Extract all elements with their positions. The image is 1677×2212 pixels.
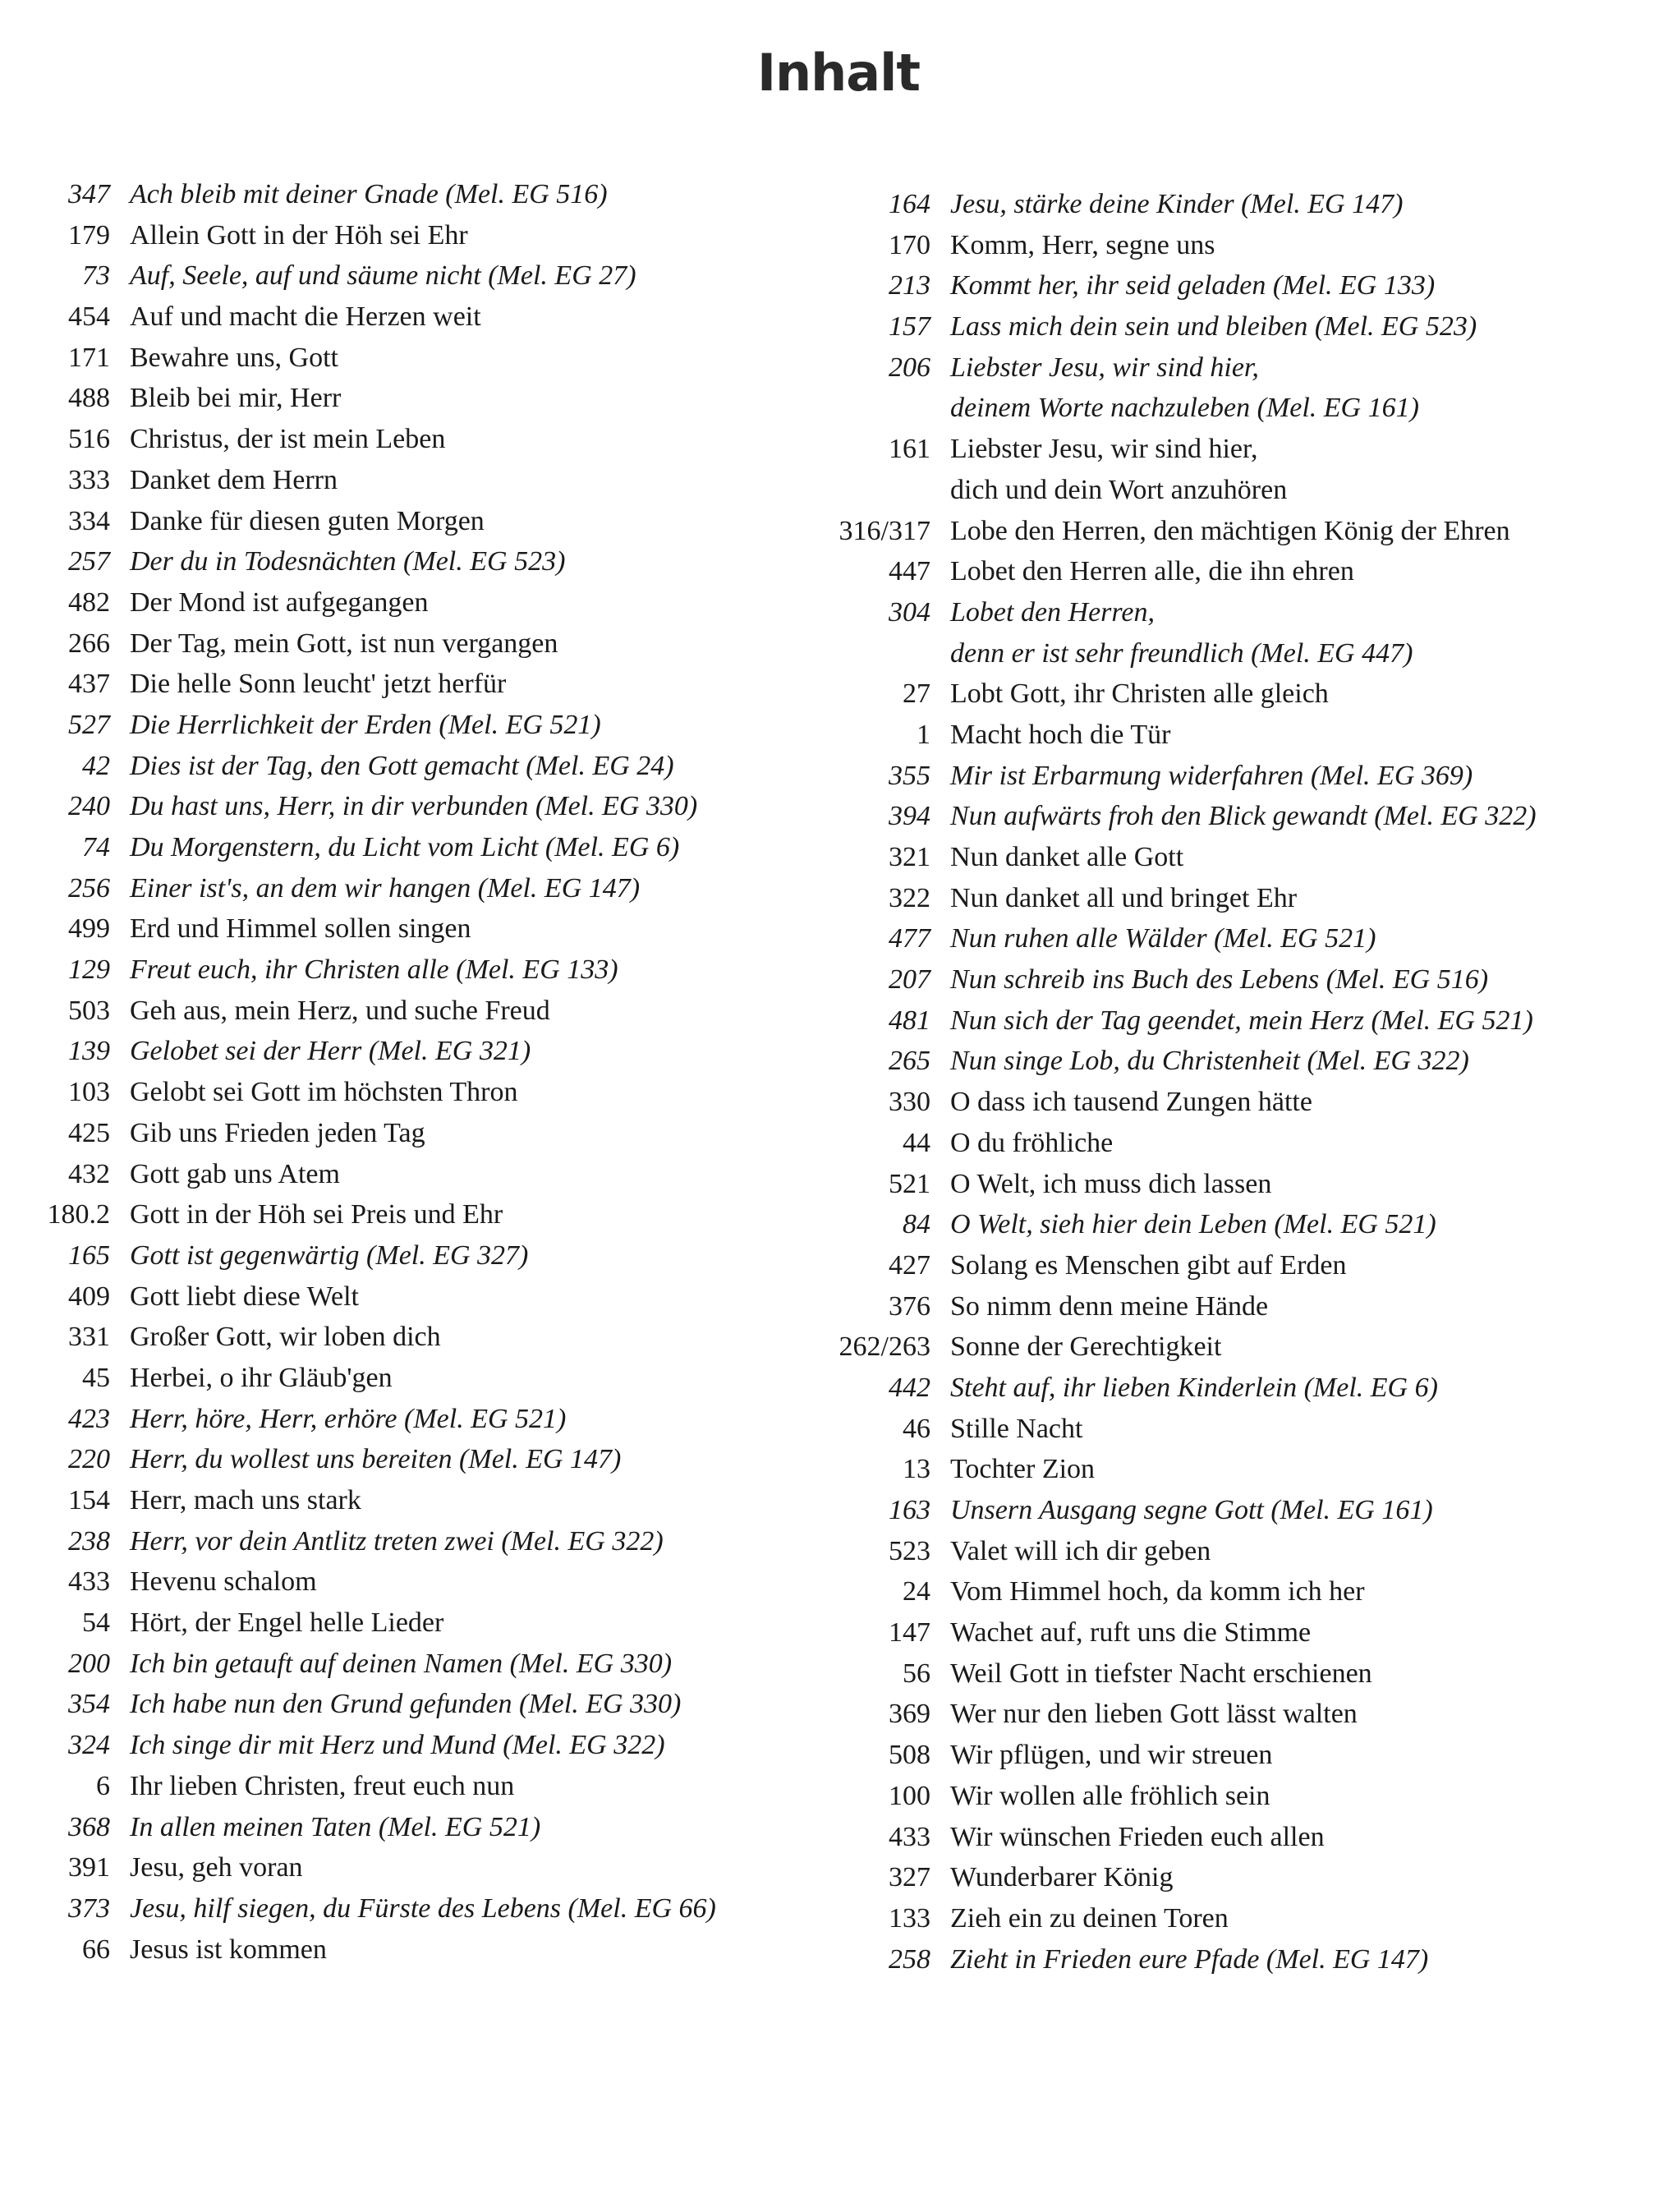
index-entry	[821, 1123, 1537, 1164]
hymn-title: Der du in Todesnächten (Mel. EG 523)	[130, 546, 566, 577]
index-entry	[33, 705, 716, 746]
hymn-number	[821, 388, 930, 429]
hymn-title: Wer nur den lieben Gott lässt walten	[950, 1699, 1358, 1730]
hymn-number: 376	[889, 1290, 930, 1322]
hymn-title: Dies ist der Tag, den Gott gemacht (Mel. EG 24)	[130, 750, 674, 781]
hymn-number: 54	[82, 1607, 110, 1639]
hymn-title: Zieht in Frieden eure Pfade (Mel. EG 147)	[950, 1943, 1429, 1975]
index-entry	[821, 1041, 1537, 1082]
hymn-title: Die helle Sonn leucht' jetzt herfür	[130, 669, 507, 700]
hymn-title: Liebster Jesu, wir sind hier,	[950, 434, 1258, 465]
hymn-title: Wunderbarer König	[950, 1862, 1174, 1893]
hymn-number: 180.2	[47, 1199, 110, 1230]
index-entry	[821, 347, 1537, 389]
index-entry	[821, 1204, 1537, 1245]
index-entry	[821, 1939, 1537, 1980]
index-entry	[821, 756, 1537, 797]
hymn-title: Der Mond ist aufgegangen	[130, 586, 429, 618]
hymn-number: 240	[68, 791, 110, 822]
hymn-title: Wachet auf, ruft uns die Stimme	[950, 1617, 1312, 1649]
index-entry	[33, 746, 716, 787]
hymn-number: 355	[889, 760, 930, 791]
hymn-number: 324	[68, 1730, 110, 1761]
hymn-title: Großer Gott, wir loben dich	[130, 1322, 441, 1353]
hymn-number: 521	[889, 1168, 930, 1199]
hymn-number: 1	[917, 719, 930, 750]
index-entry	[33, 501, 716, 542]
index-entry	[33, 1072, 716, 1113]
hymn-title: Nun danket all und bringet Ehr	[950, 882, 1298, 913]
hymn-title: Wir wünschen Frieden euch allen	[950, 1821, 1325, 1852]
index-entry	[33, 1561, 716, 1603]
hymn-number: 327	[889, 1862, 930, 1893]
hymn-title: Herr, höre, Herr, erhöre (Mel. EG 521)	[130, 1403, 567, 1434]
hymn-number: 394	[889, 801, 930, 832]
index-entry	[821, 1694, 1537, 1735]
index-entry	[821, 225, 1537, 266]
hymn-title: Herr, du wollest uns bereiten (Mel. EG 147)	[130, 1444, 622, 1475]
hymn-number: 164	[889, 189, 930, 219]
index-entry	[33, 1644, 716, 1685]
hymn-title: Nun singe Lob, du Christenheit (Mel. EG 322)	[950, 1046, 1469, 1077]
index-entry	[33, 1439, 716, 1480]
hymn-title: Hevenu schalom	[130, 1566, 317, 1598]
index-entry	[821, 1817, 1537, 1858]
hymn-title: Danke für diesen guten Morgen	[130, 505, 485, 536]
hymn-number: 369	[889, 1699, 930, 1730]
hymn-title: Nun schreib ins Buch des Lebens (Mel. EG 516)	[950, 964, 1489, 996]
index-entry	[33, 1399, 716, 1440]
hymn-title: Liebster Jesu, wir sind hier,	[950, 352, 1259, 383]
index-entry	[821, 796, 1537, 837]
index-entry	[33, 1521, 716, 1562]
hymn-title: Lobet den Herren alle, die ihn ehren	[950, 556, 1354, 587]
hymn-title: Vom Himmel hoch, da komm ich her	[950, 1576, 1365, 1607]
hymn-title: Der Tag, mein Gott, ist nun vergangen	[130, 628, 558, 659]
hymn-number: 266	[68, 628, 110, 659]
index-entry	[821, 674, 1537, 715]
index-entry	[821, 1327, 1537, 1368]
index-entry	[33, 582, 716, 623]
index-entry	[33, 1113, 716, 1154]
hymn-number: 171	[68, 342, 110, 373]
hymn-number: 481	[889, 1005, 930, 1036]
hymn-title: denn er ist sehr freundlich (Mel. EG 447)	[950, 637, 1413, 669]
hymn-title: deinem Worte nachzuleben (Mel. EG 161)	[950, 393, 1419, 424]
index-entry	[821, 306, 1537, 347]
index-entry	[821, 1571, 1537, 1612]
index-entry	[821, 1612, 1537, 1653]
hymn-title: Gott ist gegenwärtig (Mel. EG 327)	[130, 1239, 529, 1271]
hymn-number: 527	[68, 709, 110, 740]
hymn-title: Herr, vor dein Antlitz treten zwei (Mel. EG 322)	[130, 1525, 664, 1557]
index-entry	[33, 1888, 716, 1929]
hymn-number: 523	[889, 1535, 930, 1566]
hymn-number: 206	[889, 352, 930, 383]
hymn-number: 258	[889, 1943, 930, 1975]
hymn-number: 499	[68, 913, 110, 945]
hymn-title: Ich singe dir mit Herz und Mund (Mel. EG 322)	[130, 1730, 665, 1761]
hymn-title: Geh aus, mein Herz, und suche Freud	[130, 995, 550, 1026]
hymn-title: Lobe den Herren, den mächtigen König der Ehren	[950, 515, 1510, 546]
hymn-number: 437	[68, 669, 110, 700]
index-entry	[33, 1235, 716, 1276]
hymn-number: 45	[82, 1362, 110, 1393]
hymn-number	[821, 633, 930, 674]
hymn-title: Jesus ist kommen	[130, 1934, 327, 1965]
index-entry	[33, 1603, 716, 1644]
index-entry	[821, 1776, 1537, 1817]
index-entry-continuation	[821, 388, 1537, 429]
hymn-number: 103	[68, 1077, 110, 1108]
hymn-number: 265	[889, 1046, 930, 1077]
hymn-number: 482	[68, 586, 110, 618]
hymn-number: 427	[889, 1249, 930, 1281]
hymn-title: Mir ist Erbarmung widerfahren (Mel. EG 369)	[950, 760, 1473, 791]
index-entry	[33, 950, 716, 991]
index-entry	[821, 918, 1537, 959]
index-entry	[821, 1490, 1537, 1531]
hymn-title: Ich habe nun den Grund gefunden (Mel. EG 330)	[130, 1689, 682, 1720]
hymn-number: 179	[68, 219, 110, 251]
hymn-title: Nun sich der Tag geendet, mein Herz (Mel. EG 521)	[950, 1005, 1533, 1036]
hymn-number: 133	[889, 1902, 930, 1934]
index-entry	[33, 868, 716, 909]
hymn-title: Solang es Menschen gibt auf Erden	[950, 1249, 1347, 1281]
index-entry	[33, 1317, 716, 1358]
hymn-number: 100	[889, 1780, 930, 1811]
hymn-number: 331	[68, 1322, 110, 1353]
hymn-number: 147	[889, 1617, 930, 1649]
index-entry	[33, 1725, 716, 1766]
hymn-number: 347	[68, 179, 110, 209]
index-entry	[33, 1194, 716, 1235]
hymn-title: O du fröhliche	[950, 1127, 1114, 1158]
hymn-number: 433	[68, 1566, 110, 1598]
page-title: Inhalt	[756, 43, 921, 103]
hymn-title: Gib uns Frieden jeden Tag	[130, 1117, 425, 1148]
hymn-title: Valet will ich dir geben	[950, 1535, 1211, 1566]
hymn-number: 73	[82, 260, 110, 292]
index-entry	[821, 1857, 1537, 1898]
hymn-title: Nun danket alle Gott	[950, 842, 1184, 872]
hymn-title: Gelobet sei der Herr (Mel. EG 321)	[130, 1036, 531, 1067]
index-entry-continuation	[821, 470, 1537, 511]
hymn-title: Unsern Ausgang segne Gott (Mel. EG 161)	[950, 1495, 1433, 1525]
index-entry	[821, 1449, 1537, 1490]
hymn-title: Komm, Herr, segne uns	[950, 229, 1215, 260]
index-entry	[821, 1898, 1537, 1939]
hymn-number: 44	[903, 1127, 930, 1158]
hymn-title: Jesu, stärke deine Kinder (Mel. EG 147)	[950, 189, 1404, 219]
index-entry	[33, 541, 716, 582]
hymn-title: Stille Nacht	[950, 1413, 1083, 1444]
hymn-number: 24	[903, 1576, 930, 1607]
index-entry	[33, 1154, 716, 1195]
hymn-number: 488	[68, 383, 110, 414]
hymn-number: 425	[68, 1117, 110, 1148]
hymn-number: 391	[68, 1852, 110, 1883]
hymn-number: 477	[889, 923, 930, 954]
hymn-title: Wir pflügen, und wir streuen	[950, 1740, 1273, 1771]
hymn-title: Gott in der Höh sei Preis und Ehr	[130, 1199, 503, 1230]
index-entry	[33, 255, 716, 297]
index-entry	[33, 1766, 716, 1807]
hymn-number: 454	[68, 301, 110, 333]
hymn-number: 66	[82, 1934, 110, 1965]
hymn-title: Hört, der Engel helle Lieder	[130, 1607, 444, 1639]
hymn-title: Christus, der ist mein Leben	[130, 424, 446, 455]
index-entry	[33, 297, 716, 338]
index-entry	[33, 908, 716, 950]
hymn-title: Danket dem Herrn	[130, 464, 338, 495]
hymn-title: Freut euch, ihr Christen alle (Mel. EG 133)	[130, 954, 618, 986]
index-entry	[33, 991, 716, 1032]
index-entry	[821, 959, 1537, 1000]
hymn-title: Nun ruhen alle Wälder (Mel. EG 521)	[950, 923, 1376, 954]
index-entry	[33, 215, 716, 256]
index-entry	[821, 1531, 1537, 1572]
hymn-title: In allen meinen Taten (Mel. EG 521)	[130, 1811, 541, 1842]
index-entry	[821, 715, 1537, 756]
index-entry	[33, 1929, 716, 1971]
index-entry	[821, 511, 1537, 552]
hymn-title: Bleib bei mir, Herr	[130, 383, 342, 414]
hymn-number: 56	[903, 1658, 930, 1689]
index-entry	[33, 623, 716, 665]
hymn-number: 154	[68, 1485, 110, 1515]
index-entry	[33, 338, 716, 379]
index-entry	[821, 429, 1537, 470]
index-entry	[821, 1082, 1537, 1123]
hymn-number: 256	[68, 872, 110, 904]
hymn-number: 170	[889, 229, 930, 260]
hymn-title: Du Morgenstern, du Licht vom Licht (Mel. EG 6)	[130, 832, 680, 862]
index-entry	[33, 786, 716, 827]
hymn-number: 354	[68, 1689, 110, 1720]
hymn-title: So nimm denn meine Hände	[950, 1290, 1269, 1322]
hymn-number: 157	[889, 311, 930, 343]
index-entry	[33, 1807, 716, 1848]
hymn-number: 84	[903, 1209, 930, 1240]
hymn-number: 304	[889, 596, 930, 628]
hymn-title: Herbei, o ihr Gläub'gen	[130, 1362, 393, 1393]
hymn-title: Die Herrlichkeit der Erden (Mel. EG 521)	[130, 709, 601, 740]
index-entry	[821, 1245, 1537, 1286]
hymn-title: Herr, mach uns stark	[130, 1485, 361, 1515]
hymn-number: 213	[889, 270, 930, 301]
hymn-number: 200	[68, 1648, 110, 1679]
hymn-number: 322	[889, 882, 930, 913]
hymn-number: 409	[68, 1281, 110, 1312]
hymn-number: 238	[68, 1525, 110, 1557]
index-entry	[821, 592, 1537, 633]
hymn-title: Weil Gott in tiefster Nacht erschienen	[950, 1658, 1372, 1689]
index-entry	[821, 878, 1537, 919]
index-column-left	[33, 174, 716, 1970]
hymn-number: 316/317	[838, 515, 930, 546]
hymn-title: Gott liebt diese Welt	[130, 1281, 359, 1312]
index-entry	[821, 1000, 1537, 1042]
index-entry	[821, 1286, 1537, 1327]
hymn-title: Gott gab uns Atem	[130, 1158, 340, 1189]
hymn-number: 139	[68, 1036, 110, 1067]
hymn-title: Auf, Seele, auf und säume nicht (Mel. EG 27)	[130, 260, 636, 292]
index-entry	[821, 837, 1537, 878]
hymn-number: 74	[82, 832, 110, 862]
hymn-number: 262/263	[838, 1331, 930, 1363]
hymn-number: 330	[889, 1087, 930, 1118]
hymn-number: 257	[68, 546, 110, 577]
hymn-number: 165	[68, 1239, 110, 1271]
hymn-title: Du hast uns, Herr, in dir verbunden (Mel. EG 330)	[130, 791, 698, 822]
hymn-number: 207	[889, 964, 930, 996]
index-entry	[33, 1684, 716, 1725]
hymn-title: Auf und macht die Herzen weit	[130, 301, 481, 333]
hymn-title: Einer ist's, an dem wir hangen (Mel. EG 147)	[130, 872, 641, 904]
hymn-number: 27	[903, 678, 930, 710]
hymn-title: Sonne der Gerechtigkeit	[950, 1331, 1222, 1363]
hymn-title: Ach bleib mit deiner Gnade (Mel. EG 516)	[130, 179, 608, 209]
hymn-number: 321	[889, 842, 930, 872]
hymn-title: Ihr lieben Christen, freut euch nun	[130, 1770, 515, 1801]
hymn-number: 42	[82, 750, 110, 781]
hymn-title: Lobet den Herren,	[950, 596, 1155, 628]
index-entry	[33, 460, 716, 501]
hymn-number: 129	[68, 954, 110, 986]
hymn-title: Bewahre uns, Gott	[130, 342, 339, 373]
hymn-number: 13	[903, 1454, 930, 1485]
hymn-number: 433	[889, 1821, 930, 1852]
index-entry	[821, 265, 1537, 306]
hymn-number: 423	[68, 1403, 110, 1434]
hymn-title: O dass ich tausend Zungen hätte	[950, 1087, 1312, 1118]
index-entry	[821, 551, 1537, 592]
index-entry	[821, 184, 1537, 225]
index-entry	[821, 1164, 1537, 1205]
index-entry	[821, 1368, 1537, 1409]
hymn-title: Ich bin getauft auf deinen Namen (Mel. EG 330)	[130, 1648, 673, 1679]
hymn-title: Lass mich dein sein und bleiben (Mel. EG 523)	[950, 311, 1477, 343]
hymn-number: 503	[68, 995, 110, 1026]
hymn-title: Gelobt sei Gott im höchsten Thron	[130, 1077, 518, 1108]
hymn-number: 161	[889, 434, 930, 465]
index-entry	[33, 378, 716, 419]
hymn-title: O Welt, ich muss dich lassen	[950, 1168, 1272, 1199]
index-column-right	[821, 184, 1537, 1980]
hymn-title: O Welt, sieh hier dein Leben (Mel. EG 521)	[950, 1209, 1436, 1240]
hymn-number: 508	[889, 1740, 930, 1771]
hymn-number	[821, 470, 930, 511]
index-entry	[821, 1735, 1537, 1776]
hymn-title: Wir wollen alle fröhlich sein	[950, 1780, 1270, 1811]
hymn-title: Erd und Himmel sollen singen	[130, 913, 471, 945]
hymn-number: 447	[889, 556, 930, 587]
index-entry	[33, 1276, 716, 1318]
hymn-number: 373	[68, 1892, 110, 1924]
index-entry	[821, 1653, 1537, 1695]
hymn-title: Steht auf, ihr lieben Kinderlein (Mel. EG 6)	[950, 1372, 1438, 1403]
hymn-number: 516	[68, 424, 110, 455]
index-entry	[33, 419, 716, 460]
hymn-number: 46	[903, 1413, 930, 1444]
hymn-number: 333	[68, 464, 110, 495]
hymn-number: 163	[889, 1495, 930, 1525]
index-entry	[33, 1031, 716, 1072]
hymn-number: 334	[68, 505, 110, 536]
index-entry	[33, 664, 716, 705]
hymn-title: Jesu, hilf siegen, du Fürste des Lebens (Mel. EG 66)	[130, 1892, 716, 1924]
hymn-title: Allein Gott in der Höh sei Ehr	[130, 219, 468, 251]
hymn-number: 6	[96, 1770, 110, 1801]
hymn-number: 220	[68, 1444, 110, 1475]
index-entry	[33, 1847, 716, 1888]
hymn-title: Macht hoch die Tür	[950, 719, 1171, 750]
hymn-number: 442	[889, 1372, 930, 1403]
hymn-title: Lobt Gott, ihr Christen alle gleich	[950, 678, 1329, 710]
hymn-title: Jesu, geh voran	[130, 1852, 303, 1883]
hymn-title: Tochter Zion	[950, 1454, 1096, 1485]
hymn-number: 432	[68, 1158, 110, 1189]
index-entry	[33, 174, 716, 215]
index-entry	[33, 1358, 716, 1399]
index-entry	[33, 827, 716, 868]
hymn-number: 368	[68, 1811, 110, 1842]
hymn-title: Nun aufwärts froh den Blick gewandt (Mel. EG 322)	[950, 801, 1537, 832]
hymn-title: Zieh ein zu deinen Toren	[950, 1902, 1229, 1934]
index-entry	[33, 1480, 716, 1521]
hymn-title: dich und dein Wort anzuhören	[950, 474, 1288, 505]
index-entry-continuation	[821, 633, 1537, 674]
hymn-title: Kommt her, ihr seid geladen (Mel. EG 133)	[950, 270, 1436, 301]
index-entry	[821, 1409, 1537, 1450]
